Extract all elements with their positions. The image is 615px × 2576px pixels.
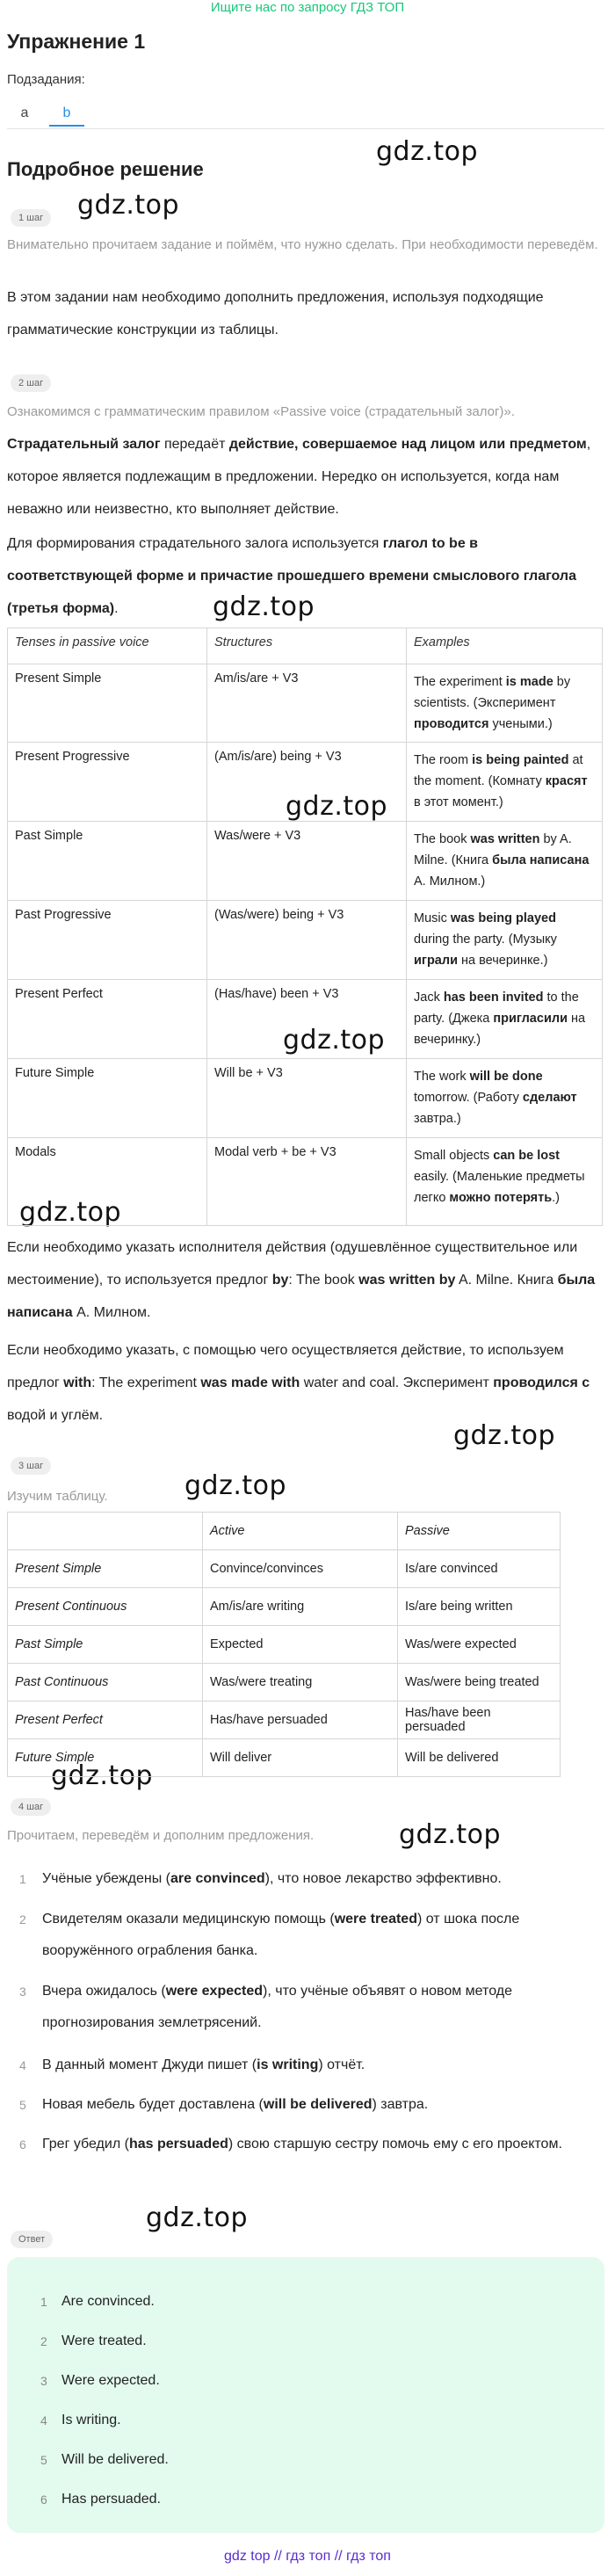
active-cell: Convince/convinces [203, 1550, 398, 1588]
example-cell: The experiment is made by scientists. (Эксперимент проводится учеными.) [407, 664, 603, 743]
rule-paragraph: Если необходимо указать исполнителя действия (одушевлённое существительное или местоимение), то используется предлог by: The book was written by A. Milne. Книга была написана А. Милном. [7, 1240, 596, 1320]
item-number: 3 [40, 2374, 47, 2388]
watermark: gdz.top [283, 1025, 386, 1056]
item-text: В данный момент Джуди пишет (is writing) отчёт. [42, 2057, 365, 2072]
item-number: 2 [40, 2334, 47, 2348]
tab-b[interactable]: b [49, 102, 84, 127]
tense-cell: Present Simple [8, 1550, 203, 1588]
passive-cell: Is/are convinced [398, 1550, 561, 1588]
table-header: Passive [398, 1513, 561, 1550]
tense-cell: Past Continuous [8, 1664, 203, 1702]
example-cell: The book was written by A. Milne. (Книга была написана А. Милном.) [407, 822, 603, 901]
table-header: Structures [207, 628, 407, 664]
table-row [8, 822, 603, 901]
step-badge: 4 шаг [11, 1798, 51, 1816]
passive-cell: Has/have been persuaded [398, 1702, 561, 1739]
answer-text: Is writing. [62, 2413, 121, 2427]
answer-text: Are convinced. [62, 2294, 155, 2309]
item-text: Вчера ожидалось (were expected), что учёные объявят о новом методе прогнозирования землетрясений. [42, 1984, 512, 2030]
watermark: gdz.top [286, 791, 388, 822]
item-number: 2 [19, 1912, 26, 1927]
tense-cell: Present Perfect [8, 980, 207, 1059]
example-cell: The work will be done tomorrow. (Работу сделают завтра.) [407, 1059, 603, 1138]
watermark: gdz.top [376, 136, 479, 167]
watermark: gdz.top [184, 1470, 287, 1501]
table-row [8, 1550, 561, 1588]
structure-cell: Modal verb + be + V3 [207, 1138, 407, 1226]
tense-cell: Present Continuous [8, 1588, 203, 1626]
step-badge: 3 шаг [11, 1457, 51, 1475]
step-note: Изучим таблицу. [7, 1489, 108, 1504]
table-header: Tenses in passive voice [8, 628, 207, 664]
table-row [8, 1626, 561, 1664]
watermark: gdz.top [399, 1819, 502, 1850]
example-cell: Music was being played during the party. (Музыку играли на вечеринке.) [407, 901, 603, 980]
item-text: Учёные убеждены (are convinced), что новое лекарство эффективно. [42, 1871, 502, 1886]
table-row [8, 901, 603, 980]
item-number: 5 [19, 2098, 26, 2112]
structure-cell: (Was/were) being + V3 [207, 901, 407, 980]
tense-cell: Present Simple [8, 664, 207, 743]
table-row [8, 664, 603, 743]
table-header: Examples [407, 628, 603, 664]
rule-paragraph: Если необходимо указать, с помощью чего осуществляется действие, то используем предлог with: The experiment was made with water and coal. Эксперимент проводился с водой и углём. [7, 1343, 590, 1423]
table-header [8, 1513, 203, 1550]
active-cell: Am/is/are writing [203, 1588, 398, 1626]
passive-cell: Was/were expected [398, 1626, 561, 1664]
watermark: gdz.top [146, 2202, 249, 2233]
footer-links[interactable]: gdz top // гдз топ // гдз топ [224, 2549, 391, 2564]
passive-cell: Will be delivered [398, 1739, 561, 1777]
step-text: В этом задании нам необходимо дополнить предложения, используя подходящие грамматические конструкции из таблицы. [7, 290, 544, 337]
answer-text: Were treated. [62, 2333, 147, 2348]
table-row [8, 1739, 561, 1777]
active-cell: Was/were treating [203, 1664, 398, 1702]
structure-cell: (Am/is/are) being + V3 [207, 743, 407, 822]
tense-cell: Future Simple [8, 1739, 203, 1777]
exercise-title: Упражнение 1 [7, 30, 146, 53]
table-header-row [8, 1513, 561, 1550]
step-note: Ознакомимся с грамматическим правилом «Passive voice (страдательный залог)». [7, 404, 515, 419]
top-banner[interactable]: Ищите нас по запросу ГДЗ ТОП [210, 0, 405, 15]
table-header-row [8, 628, 603, 664]
item-text: Новая мебель будет доставлена (will be delivered) завтра. [42, 2097, 429, 2112]
structure-cell: (Has/have) been + V3 [207, 980, 407, 1059]
subtasks-label: Подзадания: [7, 72, 85, 87]
subtask-tabs [7, 98, 604, 129]
answer-text: Were expected. [62, 2373, 160, 2388]
watermark: gdz.top [213, 591, 315, 622]
item-text: Свидетелям оказали медицинскую помощь (were treated) от шока после вооружённого ограбления банка. [42, 1912, 520, 1958]
passive-cell: Is/are being written [398, 1588, 561, 1626]
watermark: gdz.top [77, 190, 180, 221]
table-row [8, 1702, 561, 1739]
answer-box [7, 2257, 604, 2533]
example-cell: The room is being painted at the moment. (Комнату красят в этот момент.) [407, 743, 603, 822]
item-number: 1 [19, 1872, 26, 1886]
active-passive-table [7, 1512, 561, 1777]
passive-voice-table [7, 628, 603, 1226]
step-badge: 2 шаг [11, 374, 51, 392]
item-text: Грег убедил (has persuaded) свою старшую сестру помочь ему с его проектом. [42, 2137, 562, 2152]
tense-cell: Past Simple [8, 822, 207, 901]
item-number: 6 [40, 2493, 47, 2507]
table-row [8, 743, 603, 822]
active-cell: Expected [203, 1626, 398, 1664]
table-row [8, 1138, 603, 1226]
answer-text: Has persuaded. [62, 2492, 161, 2507]
item-number: 5 [40, 2453, 47, 2467]
table-row [8, 1059, 603, 1138]
table-header: Active [203, 1513, 398, 1550]
rule-paragraph: Для формирования страдательного залога используется глагол to be в соответствующей форме и причастие прошедшего времени смыслового глагола (третья форма). [7, 536, 576, 616]
active-cell: Will deliver [203, 1739, 398, 1777]
step-badge: 1 шаг [11, 209, 51, 227]
watermark: gdz.top [453, 1420, 556, 1451]
tense-cell: Future Simple [8, 1059, 207, 1138]
tense-cell: Present Perfect [8, 1702, 203, 1739]
structure-cell: Am/is/are + V3 [207, 664, 407, 743]
step-note: Внимательно прочитаем задание и поймём, что нужно сделать. При необходимости переведём. [7, 237, 598, 252]
structure-cell: Was/were + V3 [207, 822, 407, 901]
active-cell: Has/have persuaded [203, 1702, 398, 1739]
tense-cell: Past Simple [8, 1626, 203, 1664]
rule-paragraph: Страдательный залог передаёт действие, совершаемое над лицом или предметом, которое является подлежащим в предложении. Нередко он используется, когда нам неважно или неизвестно, кто выполняет действие. [7, 437, 591, 517]
table-row [8, 1664, 561, 1702]
table-row [8, 980, 603, 1059]
answer-badge: Ответ [11, 2231, 53, 2248]
tense-cell: Modals [8, 1138, 207, 1226]
item-number: 4 [19, 2058, 26, 2072]
example-cell: Small objects can be lost easily. (Маленькие предметы легко можно потерять.) [407, 1138, 603, 1226]
step-note: Прочитаем, переведём и дополним предложения. [7, 1828, 315, 1843]
tense-cell: Past Progressive [8, 901, 207, 980]
tab-a[interactable]: a [20, 105, 29, 120]
tense-cell: Present Progressive [8, 743, 207, 822]
table-row [8, 1588, 561, 1626]
structure-cell: Will be + V3 [207, 1059, 407, 1138]
item-number: 3 [19, 1985, 26, 1999]
solution-title: Подробное решение [7, 158, 204, 180]
example-cell: Jack has been invited to the party. (Джека пригласили на вечеринку.) [407, 980, 603, 1059]
watermark: gdz.top [19, 1197, 122, 1228]
item-number: 4 [40, 2413, 47, 2427]
answer-text: Will be delivered. [62, 2452, 169, 2467]
item-number: 1 [40, 2295, 47, 2309]
passive-cell: Was/were being treated [398, 1664, 561, 1702]
item-number: 6 [19, 2137, 26, 2152]
watermark: gdz.top [51, 1760, 154, 1791]
